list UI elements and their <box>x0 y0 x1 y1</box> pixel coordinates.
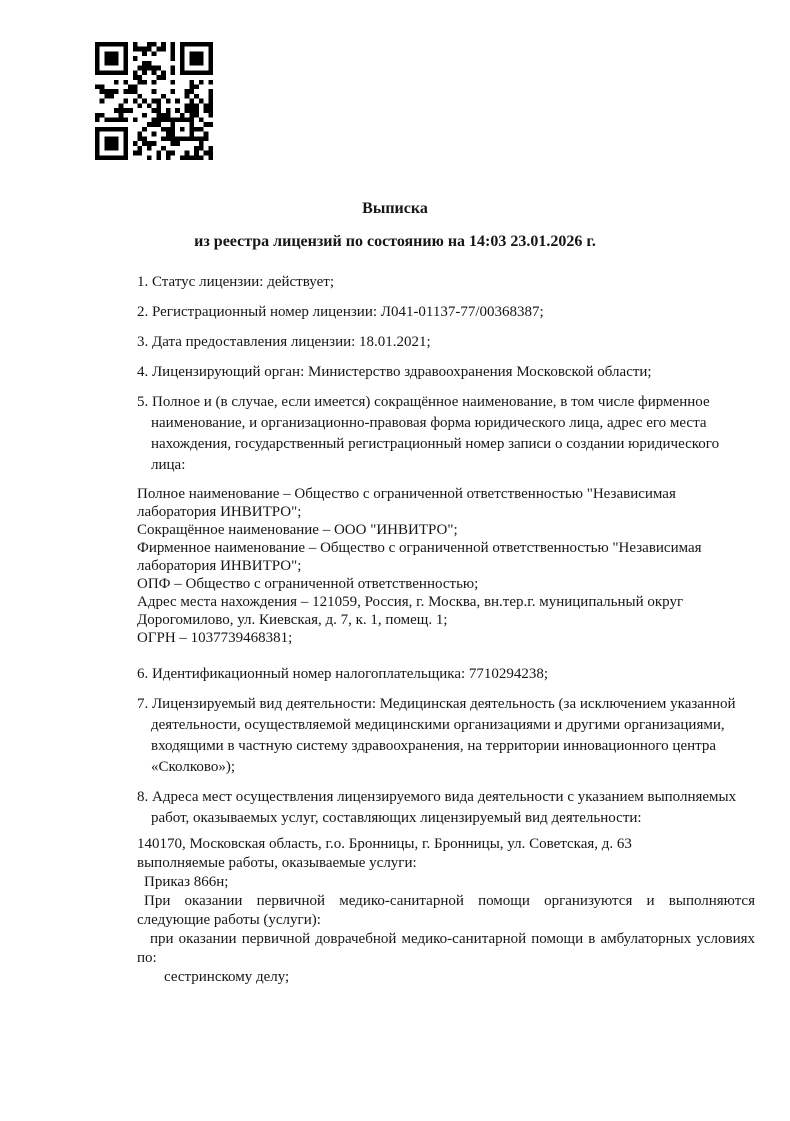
item-text: Регистрационный номер лицензии: Л041-01137-77/00368387; <box>152 304 544 320</box>
item-number: 4. <box>137 364 149 380</box>
org-short-name: Сокращённое наименование – ООО "ИНВИТРО"; <box>137 522 458 538</box>
item-number: 6. <box>137 666 149 682</box>
activity-prehospital-care: при оказании первичной доврачебной медико-санитарной помощи в амбулаторных условиях по: <box>137 931 755 966</box>
org-legal-form: ОПФ – Общество с ограниченной ответственностью; <box>137 576 479 592</box>
activity-works-label: выполняемые работы, оказываемые услуги: <box>137 855 417 871</box>
item-number: 5. <box>137 394 149 410</box>
item-activity-addresses <box>137 787 755 829</box>
organization-details <box>137 485 755 647</box>
item-number: 8. <box>137 789 149 805</box>
org-ogrn: ОГРН – 1037739468381; <box>137 630 293 646</box>
activity-address: 140170, Московская область, г.о. Бронницы, г. Бронницы, ул. Советская, д. 63 <box>137 836 632 852</box>
item-number: 2. <box>137 304 149 320</box>
item-number: 3. <box>137 334 149 350</box>
document-body <box>137 272 755 987</box>
activity-address-block <box>137 835 755 987</box>
item-registration-number <box>137 302 755 323</box>
item-licensing-authority <box>137 362 755 383</box>
activity-service-nursing: сестринскому делу; <box>164 969 290 985</box>
document-header <box>0 198 790 253</box>
qr-code <box>95 42 213 160</box>
item-number: 7. <box>137 696 149 712</box>
activity-primary-care-works: При оказании первичной медико-санитарной помощи организуются и выполняются следующие работы (услуги): <box>137 893 755 928</box>
item-grant-date <box>137 332 755 353</box>
item-license-status <box>137 272 755 293</box>
item-text: Адреса мест осуществления лицензируемого вида деятельности с указанием выполняемых работ, оказываемых услуг, составляющих лицензируемый вид деятельности: <box>151 789 737 826</box>
item-text: Дата предоставления лицензии: 18.01.2021; <box>152 334 431 350</box>
item-licensed-activity <box>137 694 755 778</box>
org-full-name: Полное наименование – Общество с ограниченной ответственностью "Независимая лаборатория ИНВИТРО"; <box>137 486 676 520</box>
item-number: 1. <box>137 274 149 290</box>
item-text: Лицензирующий орган: Министерство здравоохранения Московской области; <box>152 364 652 380</box>
org-brand-name: Фирменное наименование – Общество с ограниченной ответственностью "Независимая лаборатория ИНВИТРО"; <box>137 540 702 574</box>
item-text: Идентификационный номер налогоплательщика: 7710294238; <box>152 666 549 682</box>
item-organization-names-heading <box>137 392 755 476</box>
item-text: Статус лицензии: действует; <box>152 274 334 290</box>
item-taxpayer-number <box>137 664 755 685</box>
item-text: Лицензируемый вид деятельности: Медицинская деятельность (за исключением указанной деятельности, осуществляемой медицинскими организациями и другими организациями, входящими в частную систему здравоохранения, на территории инновационного центра «Сколково»); <box>151 696 736 775</box>
document-title: Выписка <box>362 200 428 217</box>
activity-order-866n: Приказ 866н; <box>144 874 229 890</box>
item-text: Полное и (в случае, если имеется) сокращённое наименование, в том числе фирменное наименование, и организационно-правовая форма юридического лица, адрес его места нахождения, государственный регистрационный номер записи о создании юридического лица: <box>151 394 720 473</box>
document-subtitle: из реестра лицензий по состоянию на 14:03 23.01.2026 г. <box>194 233 596 250</box>
org-address: Адрес места нахождения – 121059, Россия, г. Москва, вн.тер.г. муниципальный округ Дорогомилово, ул. Киевская, д. 7, к. 1, помещ. 1; <box>137 594 684 628</box>
